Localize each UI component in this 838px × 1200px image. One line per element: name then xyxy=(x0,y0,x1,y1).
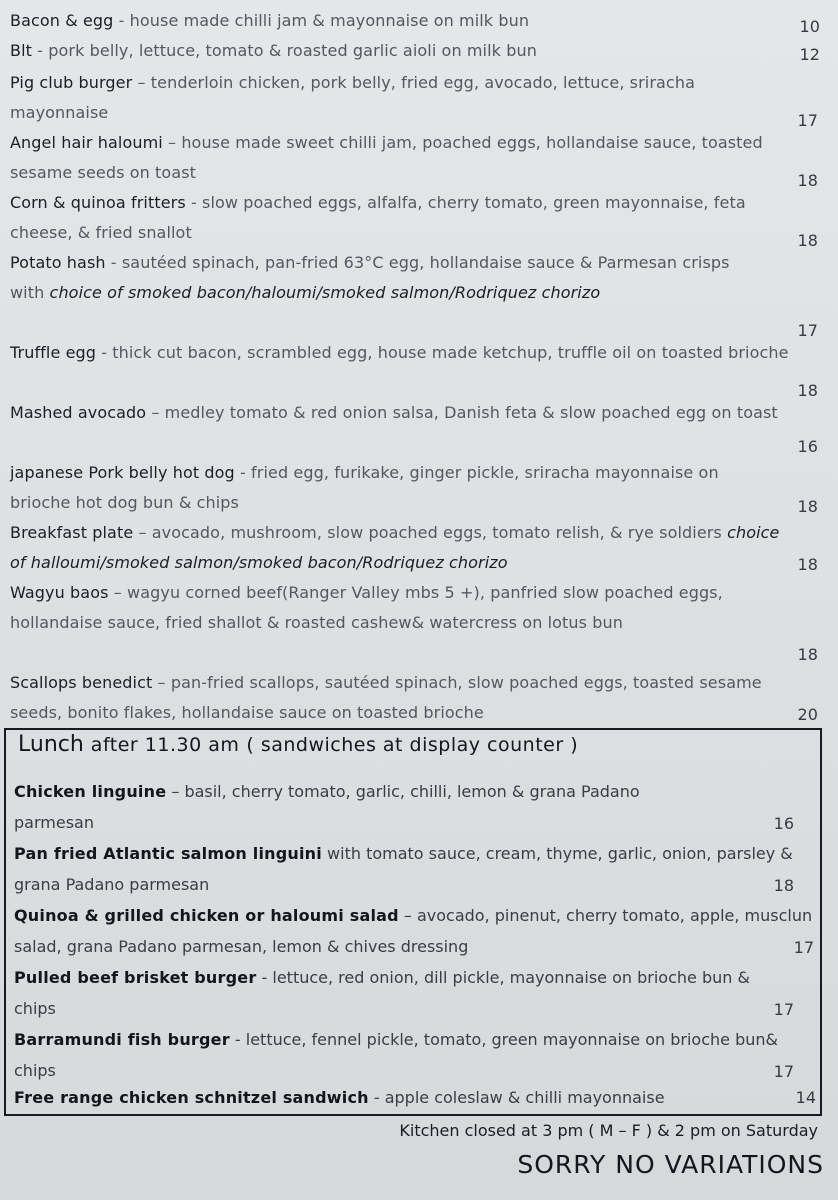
item-name: Quinoa & grilled chicken or haloumi salad xyxy=(14,906,399,925)
item-description: medley tomato & red onion salsa, Danish feta & slow poached egg on toast xyxy=(164,403,778,422)
item-choice: choice of halloumi/smoked salmon/smoked bacon/Rodriquez chorizo xyxy=(10,523,780,572)
item-name: japanese Pork belly hot dog xyxy=(10,463,235,482)
menu-item-bacon-egg: Bacon & egg - house made chilli jam & mayonnaise on milk bun 10 xyxy=(10,6,820,36)
item-name: Truffle egg xyxy=(10,343,97,362)
item-price: 16 xyxy=(797,437,818,456)
menu-item-japanese-pork-belly-hot-dog: japanese Pork belly hot dog - fried egg, furikake, ginger pickle, sriracha mayonnaise on brioche hot dog bun & chips 18 xyxy=(10,458,750,518)
menu-item-scallops-benedict: Scallops benedict – pan-fried scallops, sautéed spinach, slow poached eggs, toasted sesame seeds, bonito flakes, hollandaise sauce on toasted brioche 20 xyxy=(10,668,770,728)
item-description: thick cut bacon, scrambled egg, house made ketchup, truffle oil on toasted brioche xyxy=(112,343,789,362)
lunch-item-chicken-schnitzel: Free range chicken schnitzel sandwich - apple coleslaw & chilli mayonnaise 14 xyxy=(14,1082,774,1113)
lunch-item-chicken-linguine: Chicken linguine – basil, cherry tomato, garlic, chilli, lemon & grana Padano parmesan 16 xyxy=(14,776,714,838)
item-price: 20 xyxy=(797,705,818,724)
item-price: 18 xyxy=(797,171,818,190)
lunch-header xyxy=(18,732,578,757)
item-name: Free range chicken schnitzel sandwich xyxy=(14,1088,369,1107)
item-description: avocado, mushroom, slow poached eggs, tomato relish, & rye soldiers xyxy=(151,523,722,542)
item-price: 17 xyxy=(793,938,814,957)
item-description: pork belly, lettuce, tomato & roasted garlic aioli on milk bun xyxy=(48,41,537,60)
item-name: Barramundi fish burger xyxy=(14,1030,230,1049)
item-price: 16 xyxy=(773,814,794,833)
item-name: Mashed avocado xyxy=(10,403,147,422)
item-price: 18 xyxy=(797,645,818,664)
item-description: tenderloin chicken, pork belly, fried egg, avocado, lettuce, sriracha mayonnaise xyxy=(10,73,695,122)
item-description: basil, cherry tomato, garlic, chilli, lemon & grana Padano parmesan xyxy=(14,782,640,832)
item-price: 17 xyxy=(773,1062,794,1081)
item-description: lettuce, red onion, dill pickle, mayonnaise on brioche bun & chips xyxy=(14,968,750,1018)
item-description: slow poached eggs, alfalfa, cherry tomato, green mayonnaise, feta cheese, & fried snallot xyxy=(10,193,746,242)
item-price: 17 xyxy=(797,111,818,130)
menu-item-mashed-avocado: Mashed avocado – medley tomato & red onion salsa, Danish feta & slow poached egg on toast 16 xyxy=(10,398,800,428)
item-price: 17 xyxy=(773,1000,794,1019)
item-description: lettuce, fennel pickle, tomato, green mayonnaise on brioche bun& chips xyxy=(14,1030,778,1080)
menu-item-pig-club-burger: Pig club burger – tenderloin chicken, pork belly, fried egg, avocado, lettuce, sriracha mayonnaise 17 xyxy=(10,68,780,128)
item-name: Scallops benedict xyxy=(10,673,153,692)
menu-item-breakfast-plate: Breakfast plate – avocado, mushroom, slow poached eggs, tomato relish, & rye soldiers choice of halloumi/smoked salmon/smoked bacon/Rodriquez chorizo 18 xyxy=(10,518,800,578)
menu-item-corn-quinoa-fritters: Corn & quinoa fritters - slow poached eggs, alfalfa, cherry tomato, green mayonnaise, feta cheese, & fried snallot 18 xyxy=(10,188,750,248)
item-price: 10 xyxy=(799,17,820,36)
item-choice: choice of smoked bacon/haloumi/smoked salmon/Rodriquez chorizo xyxy=(49,283,601,302)
lunch-section xyxy=(4,728,822,1116)
item-price: 18 xyxy=(797,555,818,574)
lunch-time: after 11.30 am xyxy=(90,734,240,756)
item-price: 12 xyxy=(799,45,820,64)
item-name: Potato hash xyxy=(10,253,106,272)
item-name: Angel hair haloumi xyxy=(10,133,163,152)
lunch-item-barramundi-burger: Barramundi fish burger - lettuce, fennel pickle, tomato, green mayonnaise on brioche bun& chips 17 xyxy=(14,1024,804,1086)
lunch-item-salmon-linguini xyxy=(14,838,814,900)
item-name: Bacon & egg xyxy=(10,11,114,30)
item-price: 17 xyxy=(797,321,818,340)
item-price: 18 xyxy=(797,497,818,516)
item-name: Blt xyxy=(10,41,32,60)
no-variations-notice: SORRY NO VARIATIONS xyxy=(517,1150,824,1179)
item-description: house made sweet chilli jam, poached eggs, hollandaise sauce, toasted sesame seeds on toast xyxy=(10,133,763,182)
lunch-title: Lunch xyxy=(18,732,84,757)
menu-item-truffle-egg: Truffle egg - thick cut bacon, scrambled egg, house made ketchup, truffle oil on toasted brioche 18 xyxy=(10,338,800,368)
lunch-item-brisket-burger: Pulled beef brisket burger - lettuce, red onion, dill pickle, mayonnaise on brioche bun & chips 17 xyxy=(14,962,764,1024)
menu-item-angel-hair-haloumi: Angel hair haloumi – house made sweet chilli jam, poached eggs, hollandaise sauce, toasted sesame seeds on toast 18 xyxy=(10,128,780,188)
item-name: Chicken linguine xyxy=(14,782,167,801)
item-description: fried egg, furikake, ginger pickle, sriracha mayonnaise on brioche hot dog bun & chips xyxy=(10,463,719,512)
item-name: Pan fried Atlantic salmon linguini xyxy=(14,844,322,863)
item-price: 18 xyxy=(797,231,818,250)
item-description: avocado, pinenut, cherry tomato, apple, musclun salad, grana Padano parmesan, lemon & chives dressing xyxy=(14,906,813,956)
item-name: Wagyu baos xyxy=(10,583,109,602)
menu-item-blt: Blt - pork belly, lettuce, tomato & roasted garlic aioli on milk bun 12 xyxy=(10,36,820,66)
item-price: 18 xyxy=(797,381,818,400)
item-description: with tomato sauce, cream, thyme, garlic, onion, parsley & grana Padano parmesan xyxy=(14,844,793,894)
menu-item-potato-hash: Potato hash - sautéed spinach, pan-fried 63°C egg, hollandaise sauce & Parmesan crisps with choice of smoked bacon/haloumi/smoked salmon/Rodriquez chorizo 17 xyxy=(10,248,750,308)
item-name: Pig club burger xyxy=(10,73,133,92)
item-description: pan-fried scallops, sautéed spinach, slow poached eggs, toasted sesame seeds, bonito flakes, hollandaise sauce on toasted brioche xyxy=(10,673,762,722)
item-name: Breakfast plate xyxy=(10,523,134,542)
item-description: apple coleslaw & chilli mayonnaise xyxy=(384,1088,665,1107)
item-description: wagyu corned beef(Ranger Valley mbs 5 +), panfried slow poached eggs, hollandaise sauce, fried shallot & roasted cashew& watercress on lotus bun xyxy=(10,583,723,632)
menu-item-wagyu-baos: Wagyu baos – wagyu corned beef(Ranger Valley mbs 5 +), panfried slow poached eggs, hollandaise sauce, fried shallot & roasted cashew& watercress on lotus bun 18 xyxy=(10,578,770,638)
lunch-item-quinoa-salad: Quinoa & grilled chicken or haloumi salad – avocado, pinenut, cherry tomato, apple, musclun salad, grana Padano parmesan, lemon & chives dressing 17 xyxy=(14,900,814,962)
item-description: sautéed spinach, pan-fried 63°C egg, hollandaise sauce & Parmesan crisps with xyxy=(10,253,730,302)
item-name: Pulled beef brisket burger xyxy=(14,968,257,987)
item-description: house made chilli jam & mayonnaise on milk bun xyxy=(129,11,530,30)
lunch-note: ( sandwiches at display counter ) xyxy=(246,734,579,756)
item-price: 18 xyxy=(773,876,794,895)
kitchen-hours: Kitchen closed at 3 pm ( M – F ) & 2 pm on Saturday xyxy=(399,1121,818,1140)
item-price: 14 xyxy=(795,1088,816,1107)
item-name: Corn & quinoa fritters xyxy=(10,193,186,212)
